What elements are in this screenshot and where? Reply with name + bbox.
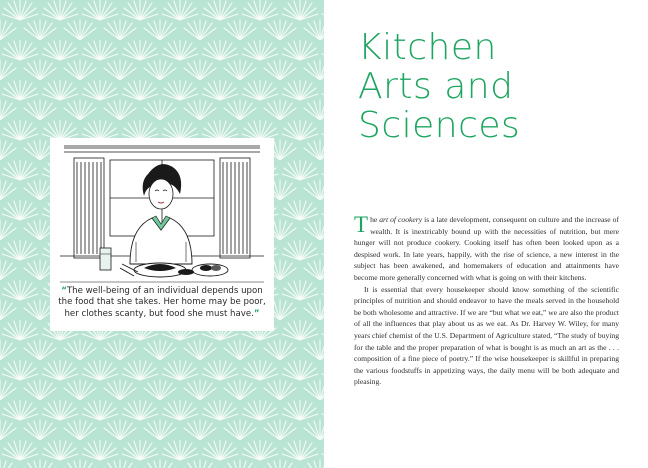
open-quote-mark: “ bbox=[61, 286, 67, 296]
right-page bbox=[324, 0, 648, 468]
chapter-title-line-1: Kitchen bbox=[358, 27, 497, 68]
close-quote-mark: ” bbox=[253, 308, 260, 319]
woman-at-table-illustration bbox=[60, 144, 264, 290]
chapter-title bbox=[358, 28, 638, 145]
paragraph-1-lead: he bbox=[370, 215, 380, 224]
pull-quote-text: The well-being of an individual depends upon the food that she takes. Her home may be poor, her clothes scanty, but food she must have. bbox=[58, 286, 266, 319]
paragraph-1-rest: is a late development, consequent on culture and the increase of wealth. It is inextricably bound up with the necessities of nutrition, but mere hunger will not produce cookery. Cooking itself has often been looked upon as a despised work. In late years, happily, with the rise of science, a new interest in the subject has been awakened, and homemakers of education and attainments have become more generally concerned with what is going on with their kitchens. bbox=[354, 215, 619, 282]
paragraph-2: It is essential that every housekeeper should know something of the scientific principles of nutrition and should endeavor to have the meals served in the household be both wholesome and attractive. If we are “but what we eat,” we are also the product of all the influences that play about us as we eat. As Dr. Harvey W. Wiley, for many years chief chemist of the U.S. Department of Agriculture stated, “The study of buying for the table and the proper preparation of what is bought is as much an art as the . . . composition of a fine piece of poetry.” If the wise housekeeper is skillful in preparing the various foodstuffs in appetizing ways, the daily menu will be both adequate and pleasing. bbox=[354, 284, 619, 387]
chapter-title-line-3: Sciences bbox=[358, 105, 521, 146]
drop-cap: T bbox=[354, 212, 369, 237]
quote-card bbox=[50, 138, 274, 331]
chapter-title-line-2: Arts and bbox=[358, 66, 514, 107]
paragraph-1-emphasis: art of cookery bbox=[379, 215, 423, 224]
paragraph-1 bbox=[354, 214, 619, 284]
pull-quote bbox=[58, 286, 266, 320]
body-text bbox=[354, 214, 619, 388]
